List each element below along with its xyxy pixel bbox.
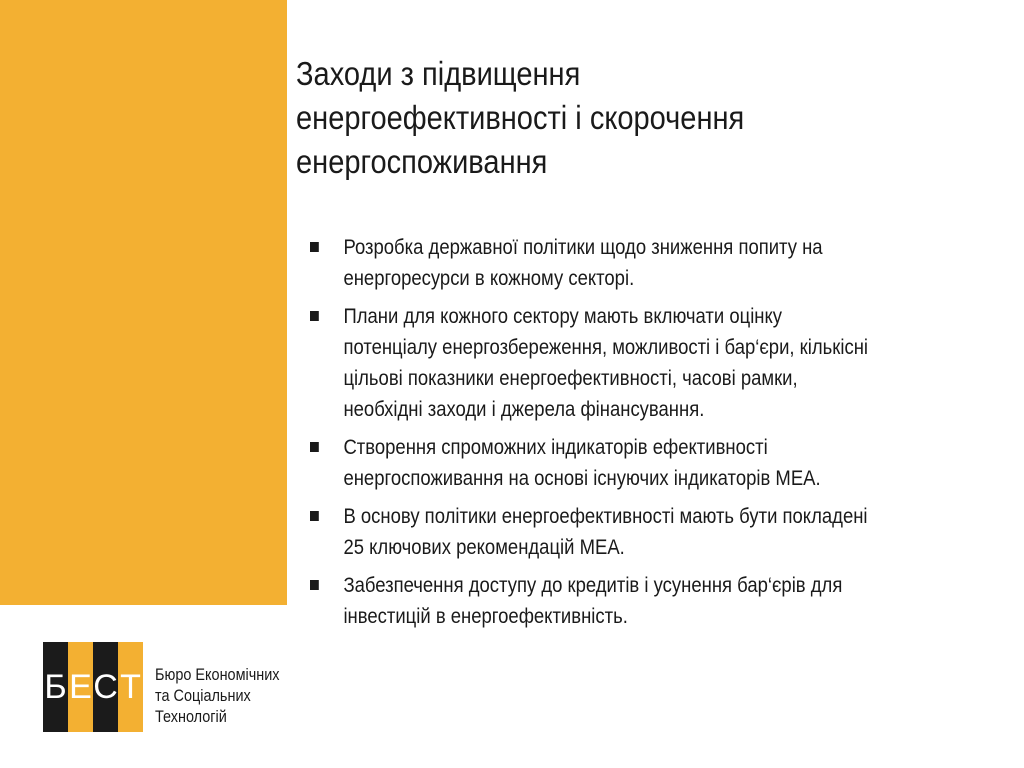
bullet-list xyxy=(310,232,873,639)
list-item xyxy=(310,432,873,494)
bullet-text: Забезпечення доступу до кредитів і усунення бар‘єрів для інвестицій в енергоефективність. xyxy=(343,574,843,628)
square-bullet-icon xyxy=(310,511,319,521)
logo-caption: Бюро Економічних та Соціальних Технологій xyxy=(155,665,280,726)
list-item xyxy=(310,232,873,294)
bullet-text: Розробка державної політики щодо зниження попиту на енергоресурси в кожному секторі. xyxy=(343,236,823,290)
logo-letter-t: Т xyxy=(118,642,143,732)
accent-side-bar xyxy=(0,0,287,605)
square-bullet-icon xyxy=(310,242,319,252)
slide-title: Заходи з підвищення енергоефективності і скорочення енергоспоживання xyxy=(296,55,745,180)
bullet-text: Створення спроможних індикаторів ефективності енергоспоживання на основі існуючих індикаторів МЕА. xyxy=(343,436,821,490)
square-bullet-icon xyxy=(310,442,319,452)
logo-letter-e: Е xyxy=(68,642,93,732)
logo-letter-s: С xyxy=(93,642,118,732)
best-logo xyxy=(43,642,302,732)
list-item xyxy=(310,570,873,632)
square-bullet-icon xyxy=(310,580,319,590)
bullet-text: Плани для кожного сектору мають включати оцінку потенціалу енергозбереження, можливості і бар‘єри, кількісні цільові показники енергоефективності, часові рамки, необхідні заходи і джерела фінансування. xyxy=(343,305,869,421)
logo-letter-b: Б xyxy=(43,642,68,732)
bullet-text: В основу політики енергоефективності мають бути покладені 25 ключових рекомендацій МЕА. xyxy=(343,505,868,559)
list-item xyxy=(310,301,873,425)
square-bullet-icon xyxy=(310,311,319,321)
logo-letter-blocks xyxy=(43,642,143,732)
list-item xyxy=(310,501,873,563)
